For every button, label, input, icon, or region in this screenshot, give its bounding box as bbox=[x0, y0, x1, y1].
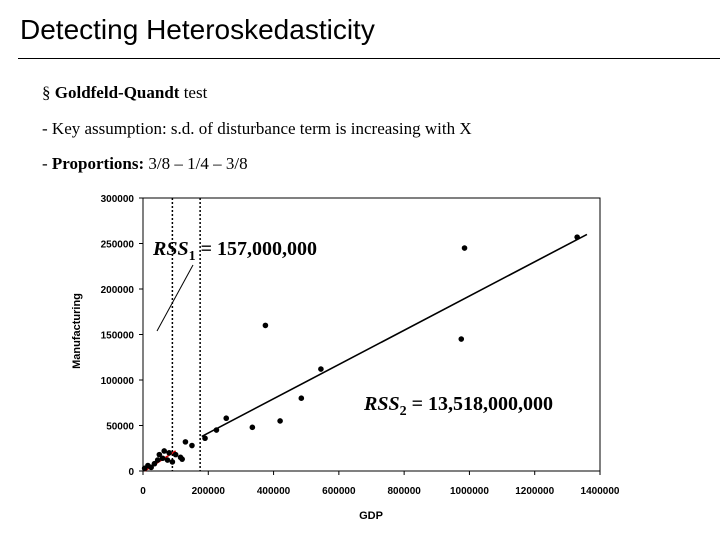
x-axis-label: GDP bbox=[359, 510, 383, 522]
data-point bbox=[250, 425, 256, 431]
data-point bbox=[161, 448, 167, 454]
rss1-callout-line bbox=[157, 265, 193, 331]
y-tick-label: 150000 bbox=[100, 330, 134, 342]
y-tick-label: 300000 bbox=[100, 194, 134, 205]
y-tick-label: 200000 bbox=[100, 285, 134, 296]
bullet-marker: - bbox=[42, 119, 48, 138]
data-point bbox=[214, 427, 220, 433]
data-point bbox=[574, 234, 580, 240]
data-point bbox=[189, 443, 195, 449]
bullet-marker: § bbox=[42, 83, 51, 102]
rss2-annotation: $RSS_2 = 13,518,000,000$ bbox=[364, 393, 553, 419]
x-tick-label: 600000 bbox=[322, 486, 356, 497]
data-point bbox=[462, 245, 468, 251]
x-tick-label: 1000000 bbox=[449, 486, 489, 497]
bullet-text: Key assumption: s.d. of disturbance term is increasing with X bbox=[51, 119, 472, 138]
y-axis bbox=[101, 194, 143, 478]
data-point bbox=[173, 452, 179, 458]
data-point bbox=[458, 336, 464, 342]
y-tick-label: 0 bbox=[128, 467, 134, 478]
x-tick-label: 400000 bbox=[256, 486, 291, 497]
x-tick-label: 800000 bbox=[387, 486, 421, 497]
data-point bbox=[183, 439, 189, 445]
data-point bbox=[223, 415, 229, 421]
data-point bbox=[318, 366, 324, 372]
data-point bbox=[202, 435, 208, 441]
data-point bbox=[263, 323, 269, 329]
y-tick-label: 50000 bbox=[106, 421, 134, 433]
x-tick-label: 0 bbox=[140, 486, 146, 497]
x-tick-label: 200000 bbox=[191, 486, 225, 497]
x-axis bbox=[140, 471, 620, 497]
x-tick-label: 1400000 bbox=[580, 486, 620, 497]
x-tick-label: 1200000 bbox=[515, 486, 555, 497]
data-point bbox=[165, 457, 171, 463]
data-point bbox=[277, 418, 283, 424]
data-point bbox=[166, 450, 172, 456]
bullet-text: 3/8 – 1/4 – 3/8 bbox=[144, 154, 248, 173]
data-point bbox=[179, 456, 185, 462]
bullet-bold-text: Goldfeld-Quandt bbox=[54, 83, 180, 102]
bullet-marker: - bbox=[42, 154, 48, 173]
data-point bbox=[170, 459, 176, 465]
rss1-annotation: $RSS_1 = 157,000,000$ bbox=[153, 238, 317, 264]
data-point bbox=[160, 455, 166, 461]
bullet-bold-text: Proportions: bbox=[51, 154, 145, 173]
data-point bbox=[299, 395, 305, 401]
slide-title: Detecting Heteroskedasticity bbox=[20, 14, 375, 45]
y-tick-label: 250000 bbox=[100, 239, 134, 251]
regression-lines bbox=[145, 234, 587, 471]
y-axis-label: Manufacturing bbox=[71, 293, 83, 369]
bullet-text: test bbox=[179, 83, 208, 102]
y-tick-label: 100000 bbox=[100, 376, 134, 387]
data-point bbox=[155, 457, 161, 463]
